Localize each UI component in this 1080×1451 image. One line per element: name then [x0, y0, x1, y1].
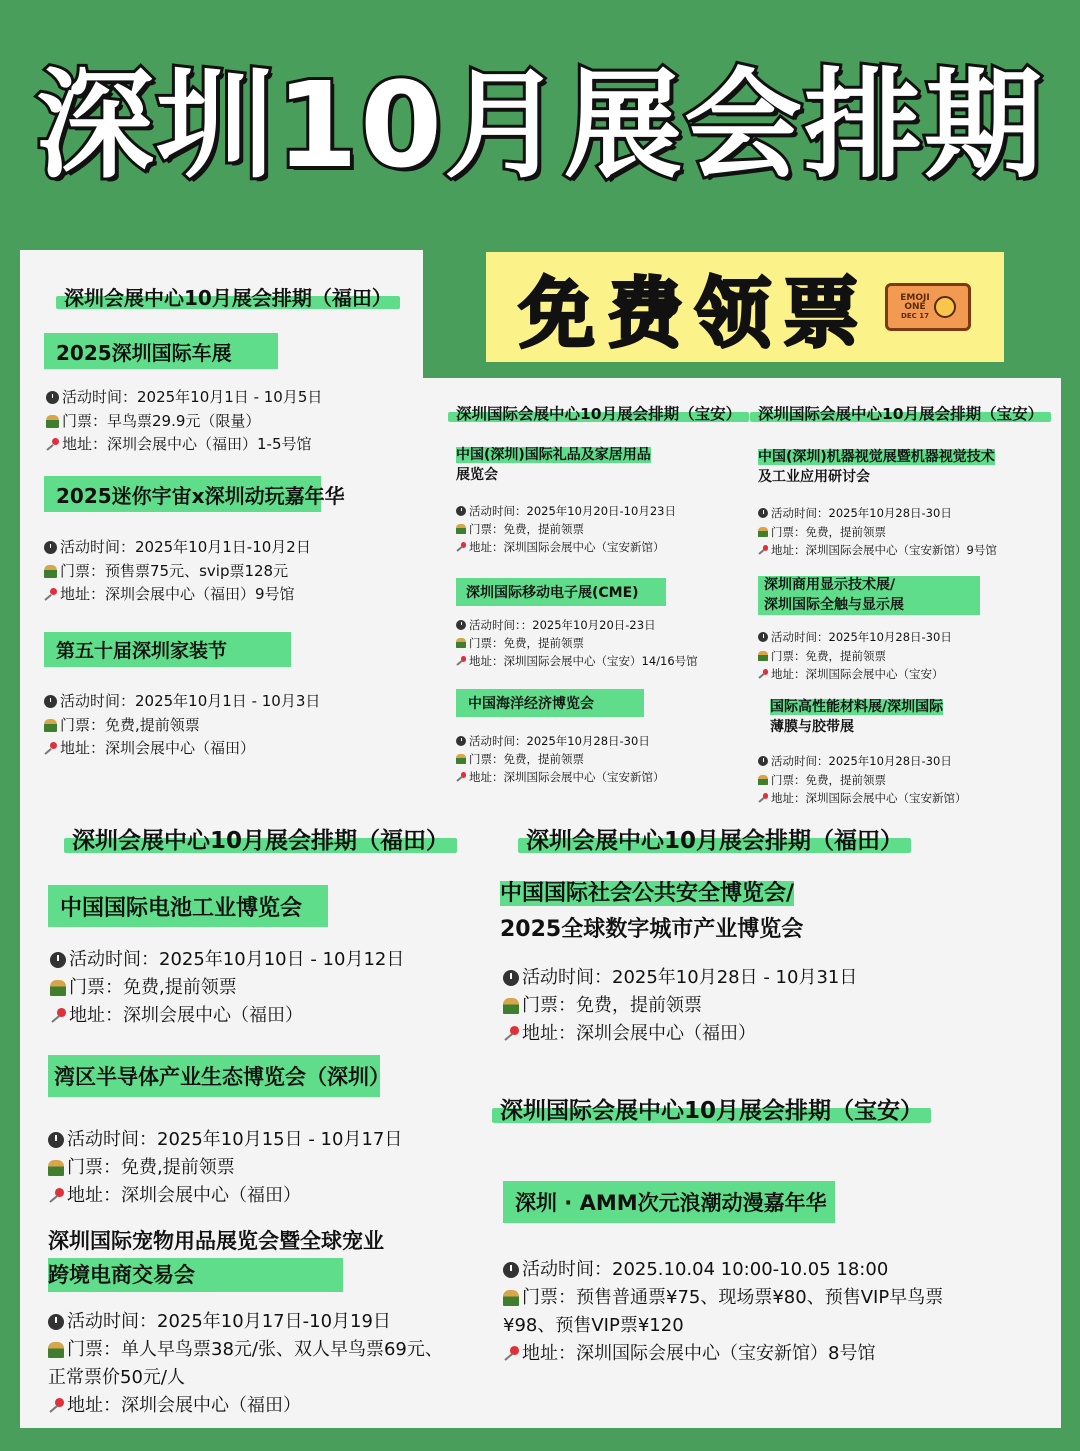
expo-time: 活动时间：2025年10月28日-30日: [469, 734, 650, 748]
pin-icon: [48, 1398, 64, 1414]
pin-icon: [503, 1026, 519, 1042]
expo-ticket: 门票：免费，提前领票: [771, 524, 886, 539]
expo-name: 2025迷你宇宙x深圳动玩嘉年华: [44, 476, 321, 512]
section-heading: 深圳会展中心10月展会排期（福田）: [526, 822, 903, 855]
pin-icon: [456, 542, 466, 552]
ticket-person-icon: [503, 1290, 519, 1306]
ticket-person-icon: [50, 980, 66, 996]
expo-name: 国际高性能材料展/深圳国际 薄膜与胶带展: [770, 699, 944, 735]
ticket-person-icon: [758, 775, 768, 785]
clock-icon: [46, 391, 59, 404]
expo-info: [44, 536, 311, 607]
ticket-person-icon: [48, 1342, 64, 1358]
expo-ticket: 门票：早鸟票29.9元（限量）: [62, 411, 261, 430]
expo-name: 中国国际社会公共安全博览会/ 2025全球数字城市产业博览会: [500, 881, 804, 942]
expo-address: 地址：深圳国际会展中心（宝安新馆）: [469, 770, 665, 784]
pin-icon: [758, 545, 768, 555]
expo-time: 活动时间：2025年10月17日-10月19日: [67, 1311, 391, 1332]
clock-icon: [503, 1262, 519, 1278]
ticket-person-icon: [46, 415, 59, 428]
expo-info: [46, 386, 322, 457]
expo-ticket: 门票：免费，提前领票: [469, 522, 584, 536]
expo-address: 地址：深圳会展中心（福田）1-5号馆: [62, 435, 312, 453]
clock-icon: [456, 736, 466, 746]
free-ticket-text: 免费领票: [519, 268, 871, 358]
expo-time: 活动时间：2025.10.04 10:00-10.05 18:00: [522, 1259, 889, 1280]
expo-name: 中国国际电池工业博览会: [48, 885, 328, 927]
expo-address: 地址：深圳会展中心（福田）9号馆: [60, 585, 295, 603]
expo-ticket: 门票：免费，提前领票: [469, 752, 584, 766]
section-heading: 深圳国际会展中心10月展会排期（宝安）: [758, 402, 1043, 424]
clock-icon: [758, 632, 768, 642]
expo-ticket: 门票：免费，提前领票: [771, 648, 886, 663]
expo-info: [758, 752, 967, 808]
expo-info: [758, 628, 952, 684]
expo-address: 地址：深圳国际会展中心（宝安新馆）: [469, 540, 665, 554]
pin-icon: [50, 1008, 66, 1024]
clock-icon: [44, 541, 57, 554]
ticket-person-icon: [44, 719, 57, 732]
expo-ticket-cont: ¥98、预售VIP票¥120: [503, 1315, 684, 1336]
expo-ticket: 门票：免费，提前领票: [771, 772, 886, 787]
pin-icon: [456, 772, 466, 782]
pin-icon: [44, 588, 57, 601]
clock-icon: [48, 1132, 64, 1148]
expo-address: 地址：深圳会展中心（福田）: [67, 1395, 301, 1416]
expo-name: 第五十届深圳家装节: [44, 632, 291, 667]
expo-address: 地址：深圳会展中心（福田）: [60, 739, 256, 757]
section-heading: 深圳国际会展中心10月展会排期（宝安）: [500, 1092, 923, 1125]
ticket-icon-bot: DEC 17: [901, 311, 929, 320]
expo-ticket: 门票：预售票75元、svip票128元: [60, 561, 289, 580]
section-heading: 深圳会展中心10月展会排期（福田）: [72, 822, 449, 855]
expo-ticket: 门票：单人早鸟票38元/张、双人早鸟票69元、: [67, 1339, 443, 1360]
expo-address: 地址：深圳国际会展中心（宝安新馆）: [771, 791, 967, 805]
pin-icon: [46, 438, 59, 451]
expo-time: 活动时间：2025年10月15日 - 10月17日: [67, 1129, 403, 1150]
expo-name: 深圳商用显示技术展/ 深圳国际全触与显示展: [758, 576, 980, 615]
ticket-icon: [885, 283, 971, 331]
ticket-person-icon: [44, 565, 57, 578]
ticket-person-icon: [456, 524, 466, 534]
expo-name: 2025深圳国际车展: [44, 333, 278, 369]
expo-ticket: 门票：免费，提前领票: [469, 636, 584, 650]
free-ticket-badge: [486, 252, 1004, 362]
expo-address: 地址：深圳国际会展中心（宝安）: [771, 667, 944, 681]
pin-icon: [758, 793, 768, 803]
ticket-person-icon: [48, 1160, 64, 1176]
ticket-person-icon: [456, 754, 466, 764]
section-heading: 深圳会展中心10月展会排期（福田）: [64, 282, 392, 311]
expo-info: [758, 504, 997, 560]
clock-icon: [758, 756, 768, 766]
expo-info: [44, 690, 320, 761]
expo-ticket: 门票：免费,提前领票: [69, 977, 237, 998]
expo-time: 活动时间：：2025年10月20日-23日: [469, 618, 656, 632]
expo-info: [456, 502, 676, 556]
ticket-icon-mid: ONE: [904, 301, 926, 312]
ticket-person-icon: [456, 638, 466, 648]
page-title: 深圳10月展会排期: [35, 56, 1045, 194]
pin-icon: [503, 1346, 519, 1362]
pin-icon: [48, 1188, 64, 1204]
pin-icon: [758, 669, 768, 679]
expo-name: 深圳国际宠物用品展览会暨全球宠业 跨境电商交易会: [48, 1224, 408, 1292]
expo-address: 地址：深圳会展中心（福田）: [522, 1023, 756, 1044]
ticket-person-icon: [503, 998, 519, 1014]
expo-info: [456, 732, 665, 786]
expo-name: 湾区半导体产业生态博览会（深圳）: [48, 1055, 380, 1097]
expo-ticket: 门票：免费,提前领票: [60, 715, 200, 734]
expo-ticket: 门票：免费,提前领票: [67, 1157, 235, 1178]
expo-name: 深圳国际移动电子展(CME): [456, 578, 666, 606]
expo-time: 活动时间：2025年10月28日-30日: [771, 506, 952, 520]
expo-address: 地址：深圳会展中心（福田）: [67, 1185, 301, 1206]
expo-time: 活动时间：2025年10月28日 - 10月31日: [522, 967, 858, 988]
expo-time: 活动时间：2025年10月1日 - 10月3日: [60, 692, 321, 710]
emoji-face-icon: [934, 296, 956, 318]
expo-ticket: 门票：免费，提前领票: [522, 995, 702, 1016]
expo-info: [48, 1308, 443, 1420]
expo-info: [456, 616, 698, 670]
expo-address: 地址：深圳国际会展中心（宝安新馆）9号馆: [771, 543, 997, 557]
expo-time: 活动时间：2025年10月20日-10月23日: [469, 504, 676, 518]
pin-icon: [44, 742, 57, 755]
expo-info: [503, 964, 857, 1048]
expo-address: 地址：深圳会展中心（福田）: [69, 1005, 303, 1026]
ticket-icon-top: EMOJI: [900, 292, 930, 303]
ticket-person-icon: [758, 651, 768, 661]
expo-name: 深圳 · AMM次元浪潮动漫嘉年华: [503, 1181, 835, 1223]
expo-time: 活动时间：2025年10月28日-30日: [771, 630, 952, 644]
expo-ticket: 门票：预售普通票¥75、现场票¥80、预售VIP早鸟票: [522, 1287, 944, 1308]
expo-name: 中国海洋经济博览会: [456, 689, 644, 717]
pin-icon: [456, 656, 466, 666]
clock-icon: [50, 952, 66, 968]
expo-info: [48, 1126, 402, 1210]
clock-icon: [48, 1314, 64, 1330]
clock-icon: [456, 620, 466, 630]
expo-name: 中国(深圳)国际礼品及家居用品 展览会: [456, 447, 651, 483]
expo-info: [503, 1256, 943, 1368]
section-heading: 深圳国际会展中心10月展会排期（宝安）: [456, 402, 741, 424]
expo-name: 中国(深圳)机器视觉展暨机器视觉技术 及工业应用研讨会: [758, 449, 995, 485]
expo-address: 地址：深圳国际会展中心（宝安）14/16号馆: [469, 654, 698, 668]
clock-icon: [44, 695, 57, 708]
expo-time: 活动时间：2025年10月28日-30日: [771, 754, 952, 768]
expo-address: 地址：深圳国际会展中心（宝安新馆）8号馆: [522, 1343, 876, 1364]
clock-icon: [758, 508, 768, 518]
expo-time: 活动时间：2025年10月1日-10月2日: [60, 538, 311, 556]
clock-icon: [503, 970, 519, 986]
expo-ticket-cont: 正常票价50元/人: [48, 1367, 185, 1388]
expo-time: 活动时间：2025年10月10日 - 10月12日: [69, 949, 405, 970]
clock-icon: [456, 506, 466, 516]
expo-info: [50, 946, 404, 1030]
expo-time: 活动时间：2025年10月1日 - 10月5日: [62, 388, 323, 406]
ticket-person-icon: [758, 527, 768, 537]
